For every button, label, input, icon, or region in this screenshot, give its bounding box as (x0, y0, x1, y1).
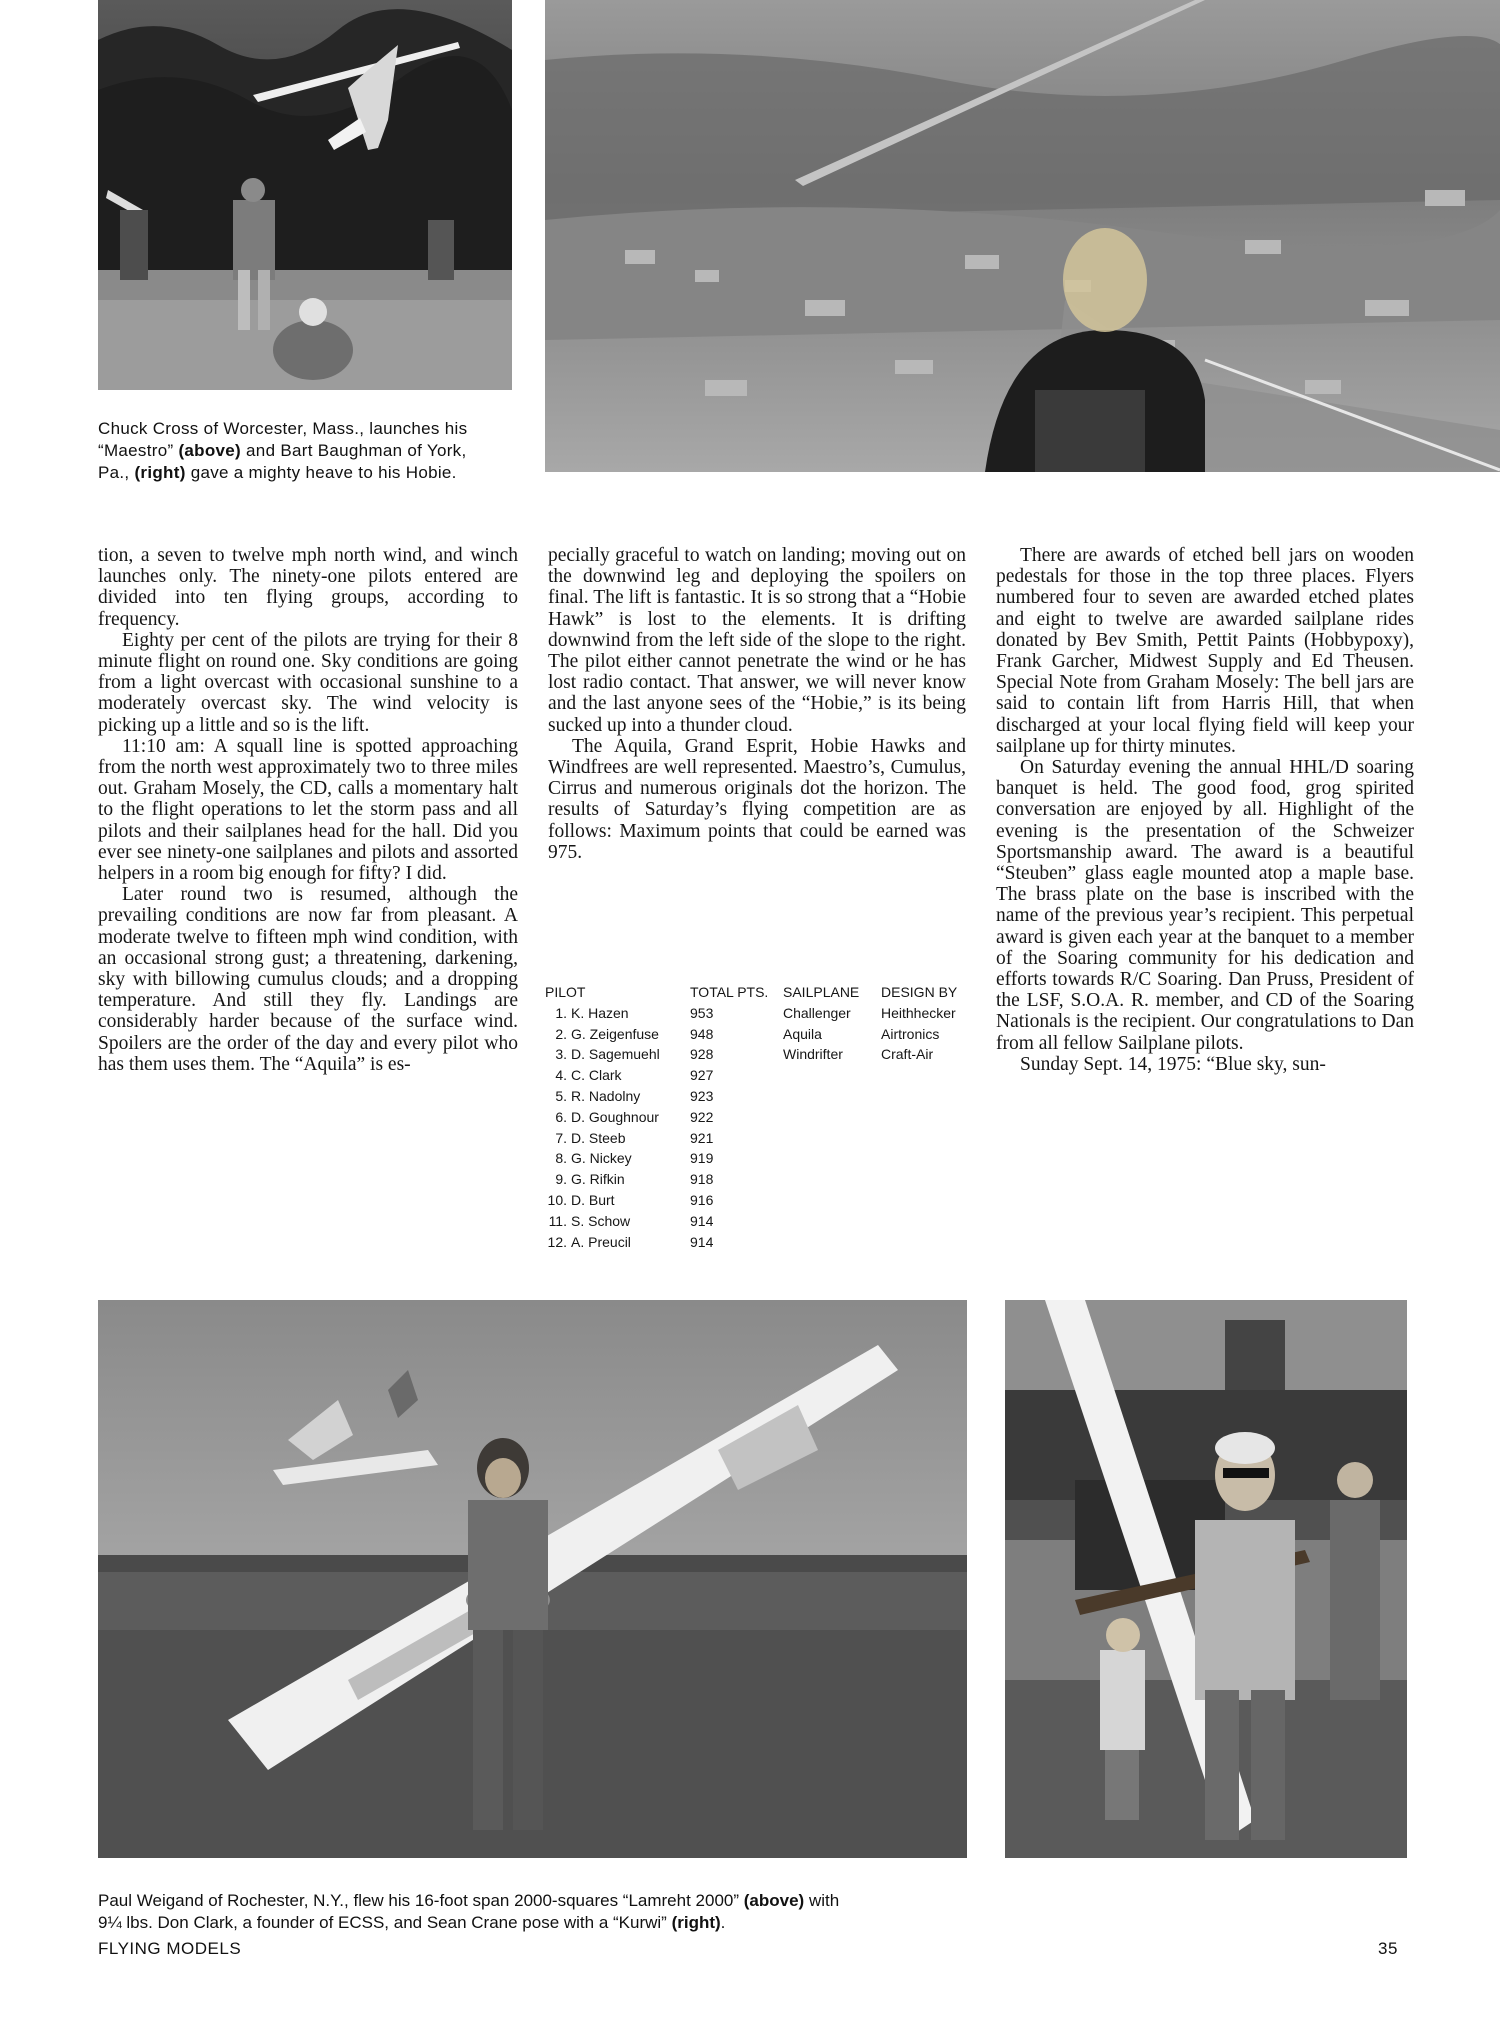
design-by-cell (881, 1065, 965, 1086)
results-row (545, 1107, 965, 1128)
results-row (545, 1128, 965, 1149)
results-table (545, 982, 965, 1252)
sailplane-cell (783, 1086, 881, 1107)
caption-line: Pa., (right) gave a mighty heave to his Hobie. (98, 463, 457, 482)
design-by-cell (881, 1232, 965, 1253)
sailplane-cell (783, 1128, 881, 1149)
design-by-cell (881, 1128, 965, 1149)
results-row (545, 1024, 965, 1045)
caption-bottom (98, 1890, 978, 1934)
caption-line: Paul Weigand of Rochester, N.Y., flew his 16-foot span 2000-squares “Lamreht 2000” (above) with (98, 1891, 840, 1910)
rank: 12. (547, 1233, 567, 1250)
pilot-name: S. Schow (571, 1212, 631, 1229)
rank: 2. (555, 1025, 567, 1042)
design-by-cell (881, 1086, 965, 1107)
photo-chuck-cross-launch (98, 0, 512, 390)
header-total-pts: TOTAL PTS. (690, 984, 769, 1000)
article-column-1 (98, 545, 518, 1075)
pilot-cell (545, 1044, 690, 1065)
pilot-cell (545, 1232, 690, 1253)
design-by-cell (881, 1211, 965, 1232)
photo-paul-weigand-lamreht (98, 1300, 967, 1858)
photo-don-clark-kurwi (1005, 1300, 1407, 1858)
pilot-cell (545, 1003, 690, 1024)
rank: 5. (555, 1087, 567, 1104)
total-pts-cell: 928 (690, 1046, 714, 1063)
sailplane-cell (783, 1169, 881, 1190)
rank: 4. (555, 1067, 567, 1084)
pilot-cell (545, 1024, 690, 1045)
total-pts-cell: 923 (690, 1087, 714, 1104)
header-pilot: PILOT (545, 984, 586, 1000)
pilot-name: A. Preucil (571, 1233, 631, 1250)
design-by-cell: Airtronics (881, 1025, 940, 1042)
results-row (545, 1044, 965, 1065)
design-by-cell: Craft-Air (881, 1046, 934, 1063)
pilot-cell (545, 1086, 690, 1107)
total-pts-cell: 922 (690, 1108, 714, 1125)
pilot-name: G. Zeigenfuse (571, 1025, 659, 1042)
sailplane-cell (783, 1190, 881, 1211)
rank: 6. (555, 1108, 567, 1125)
results-row (545, 1211, 965, 1232)
total-pts-cell: 921 (690, 1129, 714, 1146)
pilot-cell (545, 1148, 690, 1169)
results-row (545, 1148, 965, 1169)
article-paragraph: Sunday Sept. 14, 1975: “Blue sky, sun- (1020, 1053, 1326, 1075)
results-row (545, 1065, 965, 1086)
sailplane-cell (783, 1232, 881, 1253)
rank: 1. (555, 1004, 567, 1021)
design-by-cell (881, 1107, 965, 1128)
pilot-name: D. Burt (571, 1191, 615, 1208)
sailplane-cell (783, 1107, 881, 1128)
total-pts-cell: 953 (690, 1004, 714, 1021)
design-by-cell (881, 1148, 965, 1169)
caption-line: “Maestro” (above) and Bart Baughman of York, (98, 441, 467, 460)
rank: 3. (555, 1046, 567, 1063)
total-pts-cell: 927 (690, 1067, 714, 1084)
results-row (545, 1190, 965, 1211)
total-pts-cell: 914 (690, 1212, 714, 1229)
pilot-cell (545, 1169, 690, 1190)
design-by-cell: Heithhecker (881, 1004, 956, 1021)
article-paragraph: pecially graceful to watch on landing; moving out on the downwind leg and deploying the spoilers on final. The lift is fantastic. It is so strong that a “Hobie Hawk” is lost to the elements. It is drifting downwind from the left side of the slope to the right. The pilot either cannot penetrate the wind or he has lost radio contact. That answer, we will never know and the last anyone sees of the “Hobie,” is its being sucked up into a thunder cloud. (548, 545, 966, 736)
pilot-cell (545, 1211, 690, 1232)
sailplane-cell (783, 1211, 881, 1232)
article-paragraph: Later round two is resumed, although the prevailing conditions are now far from pleasant. A moderate twelve to fifteen mph wind condition, with an occasional strong gust; a threatening, darkening, sky with billowing cumulus clouds; and a dropping temperature. And still they fly. Landings are considerably harder because of the surface wind. Spoilers are the order of the day and every pilot who has them uses them. The “Aquila” is es- (98, 884, 518, 1075)
pilot-name: K. Hazen (571, 1004, 629, 1021)
pilot-name: G. Rifkin (571, 1171, 625, 1188)
rank: 9. (555, 1171, 567, 1188)
rank: 10. (547, 1191, 567, 1208)
header-sailplane: SAILPLANE (783, 984, 860, 1000)
results-row (545, 1232, 965, 1253)
rank: 8. (555, 1150, 567, 1167)
total-pts-cell: 914 (690, 1233, 714, 1250)
sailplane-cell: Challenger (783, 1004, 851, 1021)
pilot-cell (545, 1107, 690, 1128)
article-paragraph: tion, a seven to twelve mph north wind, and winch launches only. The ninety-one pilots entered are divided into ten flying groups, according to frequency. (98, 545, 518, 630)
pilot-name: G. Nickey (571, 1150, 632, 1167)
pilot-name: D. Sagemuehl (571, 1046, 660, 1063)
pilot-name: R. Nadolny (571, 1087, 641, 1104)
article-paragraph: On Saturday evening the annual HHL/D soaring banquet is held. The good food, grog spirited conversation are enjoyed by all. Highlight of the evening is the presentation of the Schweizer Sportsmanship award. The award is a beautiful “Steuben” glass eagle mounted atop a maple base. The brass plate on the base is inscribed with the name of the previous year’s recipient. This perpetual award is given each year at the banquet to a member of the Soaring community for his dedication and efforts towards R/C Soaring. Dan Pruss, President of the LSF, S.O.A. R. member, and CD of the Soaring Nationals is the recipient. Our congratulations to Dan from all fellow Sailplane pilots. (996, 757, 1414, 1054)
article-paragraph: 11:10 am: A squall line is spotted approaching from the north west approximately two to three miles out. Graham Mosely, the CD, calls a momentary halt to the flight operations to let the storm pass and all pilots and their sailplanes head for the hall. Did you ever see ninety-one sailplanes and pilots and assorted helpers in a room big enough for fifty? I did. (98, 735, 518, 885)
design-by-cell (881, 1190, 965, 1211)
header-design-by: DESIGN BY (881, 984, 958, 1000)
article-paragraph: The Aquila, Grand Esprit, Hobie Hawks and Windfrees are well represented. Maestro’s, Cumulus, Cirrus and numerous originals dot the horizon. The results of Saturday’s flying competition are as follows: Maximum points that could be earned was 975. (548, 735, 966, 863)
pilot-name: D. Goughnour (571, 1108, 659, 1125)
rank: 11. (548, 1212, 567, 1229)
results-row (545, 1086, 965, 1107)
total-pts-cell: 918 (690, 1171, 714, 1188)
caption-line: 9¼ lbs. Don Clark, a founder of ECSS, and Sean Crane pose with a “Kurwi” (right). (98, 1913, 726, 1932)
design-by-cell (881, 1169, 965, 1190)
results-row (545, 1003, 965, 1024)
pilot-name: C. Clark (571, 1067, 622, 1084)
sailplane-cell (783, 1065, 881, 1086)
total-pts-cell: 916 (690, 1191, 714, 1208)
rank: 7. (555, 1129, 567, 1146)
magazine-title: FLYING MODELS (98, 1939, 242, 1958)
results-row (545, 1169, 965, 1190)
total-pts-cell: 919 (690, 1150, 714, 1167)
article-column-3 (996, 545, 1414, 1075)
sailplane-cell: Windrifter (783, 1046, 843, 1063)
total-pts-cell: 948 (690, 1025, 714, 1042)
sailplane-cell: Aquila (783, 1025, 822, 1042)
page-number: 35 (1378, 1939, 1398, 1958)
caption-top-left (98, 418, 518, 484)
sailplane-cell (783, 1148, 881, 1169)
pilot-cell (545, 1128, 690, 1149)
pilot-cell (545, 1190, 690, 1211)
pilot-name: D. Steeb (571, 1129, 626, 1146)
article-column-2 (548, 545, 966, 863)
article-paragraph: There are awards of etched bell jars on wooden pedestals for those in the top three places. Flyers numbered four to seven are awarded etched plates and eight to twelve are awarded sailplane rides donated by Bev Smith, Pettit Paints (Hobbypoxy), Frank Garcher, Midwest Supply and Ed Theusen. Special Note from Graham Mosely: The bell jars are said to contain lift from Harris Hill, that when discharged at your local flying field will keep your sailplane up for thirty minutes. (996, 545, 1414, 757)
photo-bart-baughman-heave (545, 0, 1500, 472)
results-header-row (545, 982, 965, 1003)
pilot-cell (545, 1065, 690, 1086)
article-paragraph: Eighty per cent of the pilots are trying for their 8 minute flight on round one. Sky conditions are going from a light overcast with occasional sunshine to a moderately overcast sky. The wind velocity is picking up a little and so is the lift. (98, 629, 518, 736)
caption-line: Chuck Cross of Worcester, Mass., launches his (98, 419, 468, 438)
